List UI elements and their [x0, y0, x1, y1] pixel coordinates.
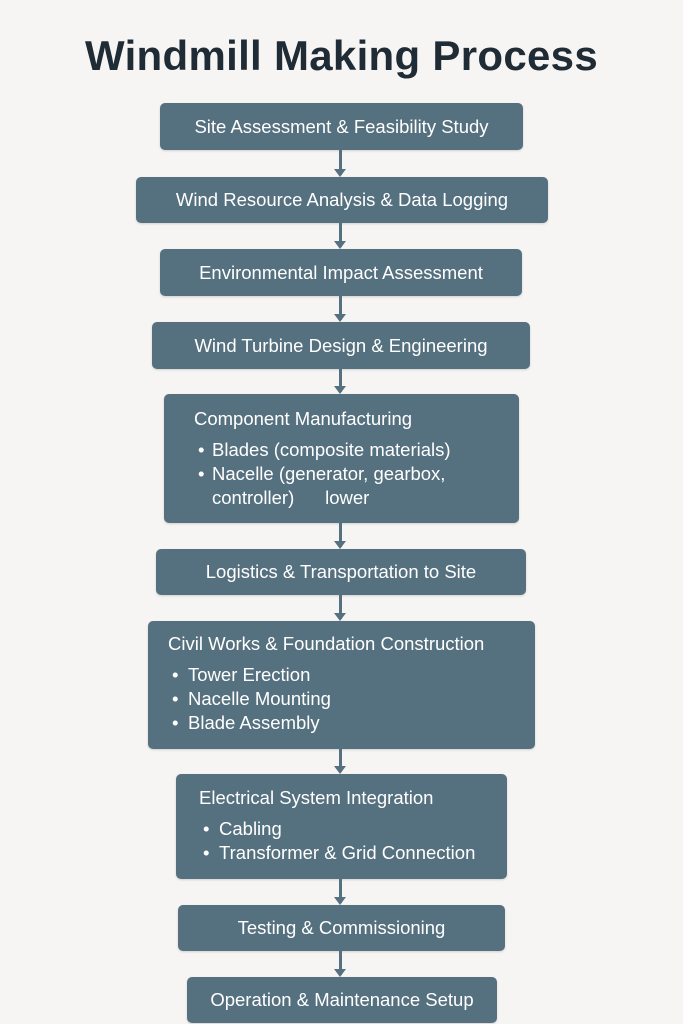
arrow-down-icon: [339, 879, 342, 903]
sublist-item: • Blade Assembly: [168, 711, 535, 735]
arrow-down-icon: [339, 749, 342, 772]
sublist-item: • Blades (composite materials): [194, 438, 519, 462]
step-label: Wind Turbine Design & Engineering: [194, 334, 488, 356]
step-label: Electrical System Integration: [199, 787, 434, 808]
step-component-manufacturing: [164, 394, 519, 523]
sublist-item: • Transformer & Grid Connection: [199, 841, 507, 865]
sublist-item: • Nacelle Mounting: [168, 687, 535, 711]
diagram-title: Windmill Making Process: [85, 32, 598, 79]
arrow-down-icon: [339, 296, 342, 320]
step-label: Testing & Commissioning: [237, 917, 446, 938]
step-sublist: [194, 438, 519, 486]
arrow-down-icon: [339, 150, 342, 175]
sublist-item: • Nacelle (generator, gearbox,: [194, 462, 519, 486]
arrow-down-icon: [339, 595, 342, 619]
step-label: Operation & Maintenance Setup: [210, 989, 474, 1010]
step-label: Site Assessment & Feasibility Study: [194, 115, 489, 137]
step-label: Wind Resource Analysis & Data Logging: [175, 189, 509, 210]
arrow-down-icon: [339, 369, 342, 392]
arrow-down-icon: [339, 223, 342, 247]
step-label: Component Manufacturing: [194, 408, 413, 429]
sublist-item: • Tower Erection: [168, 663, 535, 687]
step-label: Environmental Impact Assessment: [199, 261, 483, 283]
sublist-item-continuation: controller) lower: [212, 487, 370, 508]
step-civil-works: [148, 621, 535, 749]
step-label: Civil Works & Foundation Construction: [168, 633, 485, 654]
sublist-item: • Cabling: [199, 817, 507, 841]
step-turbine-design: [152, 322, 530, 369]
step-environmental-impact: [160, 249, 522, 296]
step-label: Logistics & Transportation to Site: [205, 561, 477, 582]
step-sublist: [199, 817, 507, 865]
arrow-down-icon: [339, 523, 342, 547]
step-sublist: [168, 663, 535, 735]
step-site-assessment: [160, 103, 523, 150]
step-testing-commissioning: [178, 905, 505, 951]
step-logistics: [156, 549, 526, 595]
step-wind-resource-analysis: [136, 177, 548, 223]
step-electrical-integration: [176, 774, 507, 879]
arrow-down-icon: [339, 951, 342, 975]
step-operation-maintenance: [187, 977, 497, 1023]
